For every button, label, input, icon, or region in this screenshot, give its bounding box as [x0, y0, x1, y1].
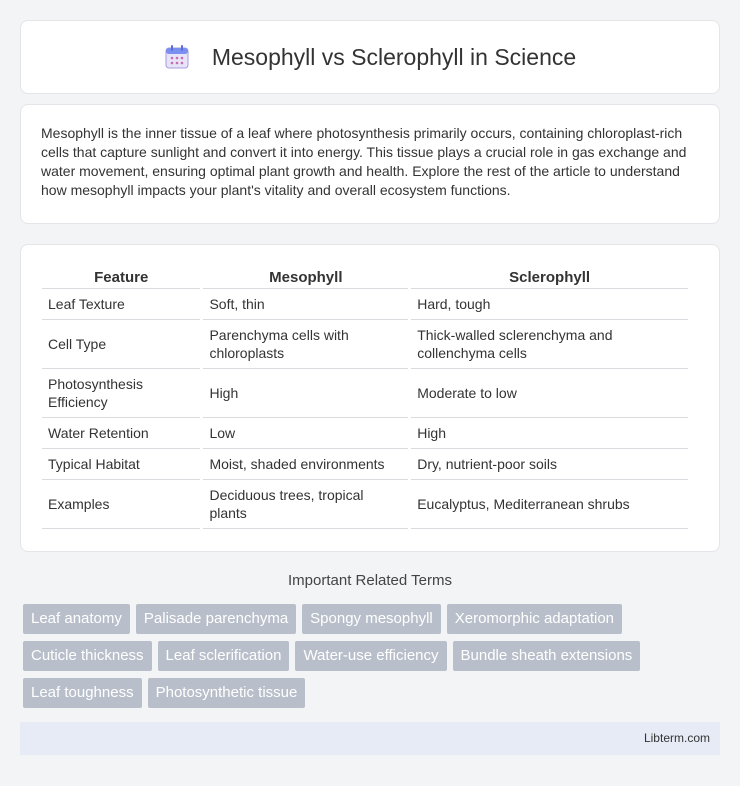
comparison-table [39, 263, 691, 529]
table-cell: Leaf Texture [42, 289, 200, 320]
table-row [42, 320, 688, 369]
term-tag[interactable]: Water-use efficiency [295, 641, 446, 671]
term-tag[interactable]: Cuticle thickness [23, 641, 152, 671]
table-cell: High [411, 418, 688, 449]
intro-text: Mesophyll is the inner tissue of a leaf where photosynthesis primarily occurs, containing chloroplast-rich cells that capture sunlight and convert it into energy. This tissue plays a crucial role in gas exchange and water movement, ensuring optimal plant growth and health. Explore the rest of the article to understand how mesophyll impacts your plant's vitality and overall ecosystem functions. [41, 125, 687, 198]
footer-link[interactable]: Libterm.com [643, 731, 710, 745]
table-header-feature: Feature [42, 263, 200, 289]
term-tag[interactable]: Bundle sheath extensions [453, 641, 641, 671]
term-tag[interactable]: Spongy mesophyll [302, 604, 441, 634]
table-cell: Thick-walled sclerenchyma and collenchyma cells [411, 320, 688, 369]
footer [20, 722, 720, 755]
table-cell: Moderate to low [411, 369, 688, 418]
table-cell: Parenchyma cells with chloroplasts [203, 320, 408, 369]
table-cell: Moist, shaded environments [203, 449, 408, 480]
table-cell: Water Retention [42, 418, 200, 449]
term-tag[interactable]: Xeromorphic adaptation [447, 604, 622, 634]
table-cell: Photosynthesis Efficiency [42, 369, 200, 418]
table-row [42, 418, 688, 449]
term-tag[interactable]: Leaf sclerification [158, 641, 290, 671]
term-tag[interactable]: Leaf anatomy [23, 604, 130, 634]
table-cell: Dry, nutrient-poor soils [411, 449, 688, 480]
table-header-mesophyll: Mesophyll [203, 263, 408, 289]
table-row [42, 369, 688, 418]
table-cell: Deciduous trees, tropical plants [203, 480, 408, 529]
table-cell: Soft, thin [203, 289, 408, 320]
table-cell: Low [203, 418, 408, 449]
related-terms-list [23, 604, 703, 708]
comparison-card [20, 244, 720, 552]
intro-card [20, 104, 720, 224]
table-cell: Typical Habitat [42, 449, 200, 480]
related-terms-title: Important Related Terms [288, 572, 452, 589]
term-tag[interactable]: Photosynthetic tissue [148, 678, 306, 708]
table-cell: High [203, 369, 408, 418]
page-title: Mesophyll vs Sclerophyll in Science [211, 43, 577, 70]
header-card [20, 20, 720, 94]
calendar-icon [164, 44, 190, 70]
term-tag[interactable]: Palisade parenchyma [136, 604, 296, 634]
table-cell: Hard, tough [411, 289, 688, 320]
table-row [42, 480, 688, 529]
table-row [42, 449, 688, 480]
term-tag[interactable]: Leaf toughness [23, 678, 142, 708]
table-row [42, 289, 688, 320]
table-cell: Eucalyptus, Mediterranean shrubs [411, 480, 688, 529]
table-cell: Examples [42, 480, 200, 529]
table-cell: Cell Type [42, 320, 200, 369]
table-header-sclerophyll: Sclerophyll [411, 263, 688, 289]
